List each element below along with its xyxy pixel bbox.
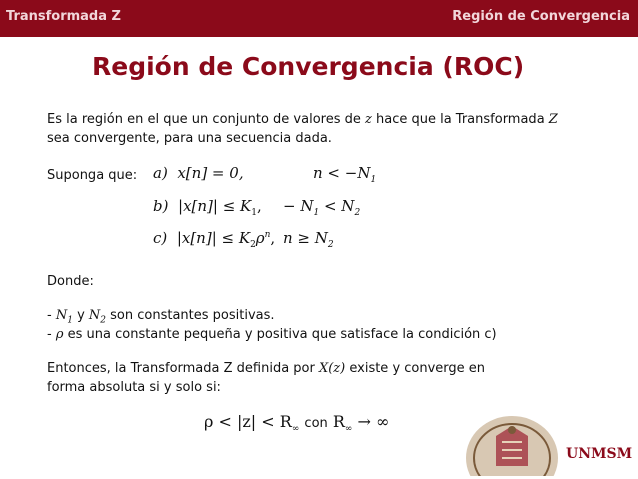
bullet-1-text: son constantes positivas. (106, 308, 275, 323)
bullet-1-n1-sub: 1 (67, 315, 73, 326)
bullet-1-dash: - (47, 308, 56, 323)
condition-lhs: ρ < |z| < R (204, 412, 292, 431)
condition-c (153, 229, 334, 250)
bullet-2-text: es una constante pequeña y positiva que satisface la condición c) (63, 327, 497, 342)
then-line-2: forma absoluta si y solo si: (47, 380, 221, 395)
condition-b-range-sub2: 2 (354, 208, 361, 218)
condition-c-lhs-sub: 2 (250, 240, 256, 250)
condition-c-tag: c) (153, 229, 168, 247)
bullet-2 (47, 325, 497, 344)
bullet-1-and: y (72, 308, 89, 323)
condition-b-tag: b) (153, 197, 169, 215)
convergence-condition (204, 412, 389, 434)
condition-rhs-tail: → ∞ (352, 412, 390, 431)
university-seal-icon (446, 396, 558, 476)
condition-c-rho-sup: n (264, 230, 271, 240)
intro-text-a: Es la región en el que un conjunto de valores de (47, 112, 365, 127)
condition-b-lhs-sub: 1 (251, 208, 257, 218)
condition-a-range (313, 164, 376, 185)
condition-a-lhs: x[n] = 0, (177, 164, 244, 182)
condition-a-range-text: n < −N (313, 164, 371, 182)
condition-b-range (283, 197, 360, 218)
condition-con: con (304, 416, 328, 431)
intro-var-z: z (365, 112, 372, 127)
then-text-a: Entonces, la Transformada Z definida por (47, 361, 319, 376)
condition-a (153, 164, 377, 185)
then-text-b: existe y converge en (345, 361, 486, 376)
bullet-1-n2: N (88, 308, 101, 323)
condition-rhs: R (332, 412, 345, 431)
bullet-2-rho: ρ (55, 327, 64, 342)
intro-text-b: hace que la Transformada (371, 112, 549, 127)
condition-rhs-sub: ∞ (344, 424, 353, 435)
condition-lhs-sub: ∞ (291, 424, 300, 435)
condition-c-range (283, 229, 334, 250)
suppose-label: Suponga que: (47, 168, 138, 183)
condition-c-lhs-tail: , (270, 229, 276, 247)
bullet-1-n1: N (55, 308, 68, 323)
condition-b-lhs: |x[n]| ≤ K (178, 197, 252, 215)
university-logo-text: UNMSM (566, 446, 633, 462)
condition-b-range-b: < N (319, 197, 355, 215)
condition-b-range-sub1: 1 (313, 208, 320, 218)
header-right-title: Región de Convergencia (452, 9, 630, 24)
intro-var-Z: Z (548, 112, 558, 127)
header-left-title: Transformada Z (6, 9, 121, 24)
condition-b-lhs-tail: , (257, 197, 262, 215)
condition-a-range-sub: 1 (370, 175, 377, 185)
condition-c-range-text: n ≥ N (283, 229, 328, 247)
bullet-2-dash: - (47, 327, 56, 342)
bullet-1-n2-sub: 2 (100, 315, 107, 326)
page-title: Región de Convergencia (ROC) (92, 52, 525, 81)
condition-b-range-a: − N (283, 197, 314, 215)
header-bar (0, 0, 638, 37)
condition-c-lhs: |x[n]| ≤ K (176, 229, 251, 247)
condition-c-rho: ρ (255, 229, 265, 247)
then-line-1 (47, 359, 485, 378)
intro-line-2: sea convergente, para una secuencia dada. (47, 131, 332, 146)
condition-c-range-sub: 2 (327, 240, 334, 250)
condition-a-tag: a) (153, 164, 168, 182)
then-xz: X(z) (318, 361, 346, 376)
donde-label: Donde: (47, 274, 94, 289)
condition-b (153, 197, 361, 218)
intro-line-1 (47, 110, 558, 129)
